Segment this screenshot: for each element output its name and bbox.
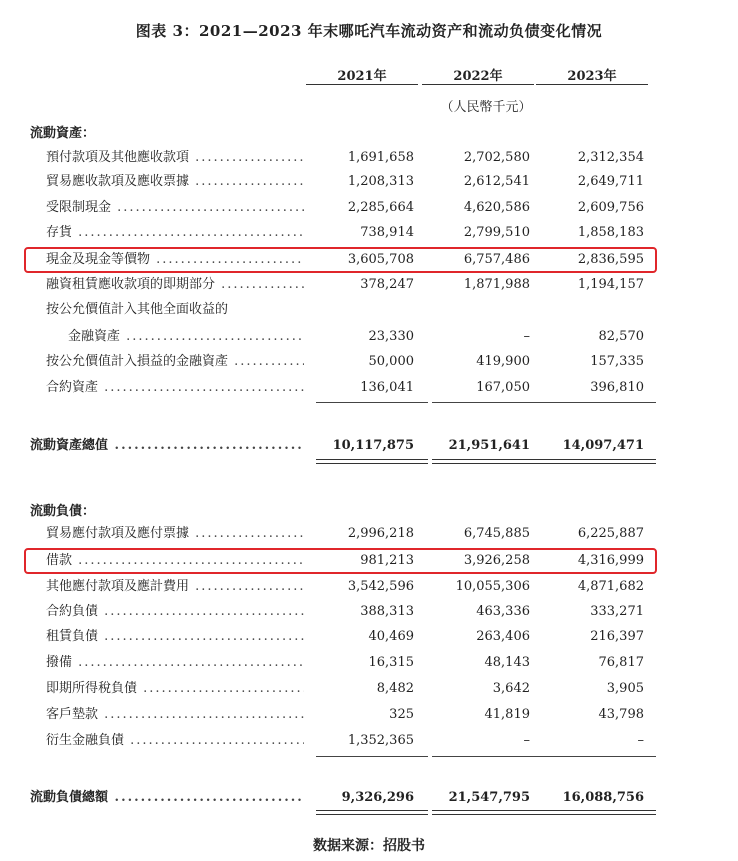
row-label: 存貨 ..... bbox=[46, 221, 304, 245]
value-2021: 3,542,596 bbox=[347, 579, 414, 594]
value-2021: 2,285,664 bbox=[347, 200, 414, 215]
value-2021: 9,326,296 bbox=[341, 790, 414, 805]
row-label: 金融資產 ..... bbox=[68, 325, 304, 349]
value-2022: 2,612,541 bbox=[463, 174, 530, 189]
row-label: 受限制現金 ..... bbox=[46, 196, 304, 220]
total-double-rule bbox=[316, 810, 428, 815]
value-2021: 10,117,875 bbox=[332, 438, 414, 453]
table-row bbox=[0, 651, 738, 675]
value-2023: 76,817 bbox=[598, 655, 644, 670]
table-row bbox=[0, 600, 738, 624]
row-label: 客戶墊款 ..... bbox=[46, 703, 304, 727]
value-2023: – bbox=[637, 733, 644, 748]
value-2022: 21,547,795 bbox=[448, 790, 530, 805]
row-label: 按公允價值計入損益的金融資產 ..... bbox=[46, 350, 304, 374]
value-2021: 136,041 bbox=[360, 380, 414, 395]
value-2023: 6,225,887 bbox=[577, 526, 644, 541]
value-2022: 41,819 bbox=[484, 707, 530, 722]
value-2023: 2,609,756 bbox=[577, 200, 644, 215]
row-label: 撥備 ..... bbox=[46, 651, 304, 675]
value-2022: – bbox=[523, 329, 530, 344]
value-2023: 2,836,595 bbox=[577, 252, 644, 267]
column-header-2021: 2021年 bbox=[337, 69, 387, 84]
total-row-liabilities bbox=[0, 786, 738, 810]
row-label: 流動資產總值 ..... bbox=[30, 434, 304, 458]
table-row bbox=[0, 170, 738, 194]
report-title: 图表 3：2021—2023 年末哪吒汽车流动资产和流动负债变化情况 bbox=[135, 22, 603, 40]
table-row bbox=[0, 625, 738, 649]
value-2022: 48,143 bbox=[484, 655, 530, 670]
table-row bbox=[0, 325, 738, 349]
value-2022: 263,406 bbox=[476, 629, 530, 644]
total-double-rule bbox=[544, 810, 656, 815]
value-2023: 82,570 bbox=[598, 329, 644, 344]
row-label: 現金及現金等價物 ..... bbox=[46, 248, 304, 272]
value-2022: 4,620,586 bbox=[463, 200, 530, 215]
value-2021: 40,469 bbox=[368, 629, 414, 644]
value-2023: 216,397 bbox=[590, 629, 644, 644]
total-double-rule bbox=[432, 810, 544, 815]
value-2023: 14,097,471 bbox=[562, 438, 644, 453]
value-2021: 1,691,658 bbox=[347, 150, 414, 165]
table-row bbox=[0, 376, 738, 400]
table-row bbox=[0, 196, 738, 220]
value-2022: 419,900 bbox=[476, 354, 530, 369]
value-2021: 738,914 bbox=[360, 225, 414, 240]
header-rule bbox=[536, 84, 648, 85]
value-2022: 463,336 bbox=[476, 604, 530, 619]
value-2021: 1,208,313 bbox=[347, 174, 414, 189]
section-heading-assets: 流動資產： bbox=[30, 126, 96, 141]
subtotal-rule bbox=[544, 402, 656, 403]
column-header-2023: 2023年 bbox=[567, 69, 617, 84]
value-2021: 16,315 bbox=[368, 655, 414, 670]
table-row bbox=[0, 350, 738, 374]
total-double-rule bbox=[316, 459, 428, 464]
header-rule bbox=[422, 84, 534, 85]
value-2021: 50,000 bbox=[368, 354, 414, 369]
value-2023: 333,271 bbox=[590, 604, 644, 619]
value-2023: 2,312,354 bbox=[577, 150, 644, 165]
row-label: 融資租賃應收款項的即期部分 ..... bbox=[46, 273, 304, 297]
row-label: 按公允價值計入其他全面收益的 bbox=[46, 302, 229, 317]
value-2023: 3,905 bbox=[606, 681, 644, 696]
row-label: 貿易應付款項及應付票據 ..... bbox=[46, 522, 304, 546]
table-row bbox=[0, 575, 738, 599]
subtotal-rule bbox=[432, 402, 544, 403]
value-2023: 43,798 bbox=[598, 707, 644, 722]
header-rule bbox=[306, 84, 418, 85]
value-2022: 1,871,988 bbox=[463, 277, 530, 292]
value-2021: 378,247 bbox=[360, 277, 414, 292]
value-2023: 1,858,183 bbox=[577, 225, 644, 240]
value-2021: 23,330 bbox=[368, 329, 414, 344]
value-2023: 157,335 bbox=[590, 354, 644, 369]
table-row bbox=[0, 729, 738, 753]
value-2021: 981,213 bbox=[360, 553, 414, 568]
value-2022: – bbox=[523, 733, 530, 748]
value-2023: 2,649,711 bbox=[577, 174, 644, 189]
unit-label: （人民幣千元） bbox=[440, 100, 532, 115]
row-label: 合約資產 ..... bbox=[46, 376, 304, 400]
table-row bbox=[0, 221, 738, 245]
subtotal-rule bbox=[316, 402, 428, 403]
row-label: 其他應付款項及應計費用 ..... bbox=[46, 575, 304, 599]
highlight-box bbox=[24, 548, 657, 574]
value-2022: 10,055,306 bbox=[455, 579, 530, 594]
section-heading-liabilities: 流動負債： bbox=[30, 504, 96, 519]
column-header-2022: 2022年 bbox=[453, 69, 503, 84]
table-row bbox=[0, 522, 738, 546]
value-2023: 396,810 bbox=[590, 380, 644, 395]
value-2023: 1,194,157 bbox=[577, 277, 644, 292]
total-double-rule bbox=[432, 459, 544, 464]
row-label: 貿易應收款項及應收票據 ..... bbox=[46, 170, 304, 194]
table-row bbox=[0, 677, 738, 701]
row-label: 即期所得稅負債 ..... bbox=[46, 677, 304, 701]
total-row-assets bbox=[0, 434, 738, 458]
value-2022: 2,702,580 bbox=[463, 150, 530, 165]
value-2022: 21,951,641 bbox=[448, 438, 530, 453]
row-label: 流動負債總額 ..... bbox=[30, 786, 304, 810]
value-2023: 4,871,682 bbox=[577, 579, 644, 594]
value-2021: 388,313 bbox=[360, 604, 414, 619]
subtotal-rule bbox=[544, 756, 656, 757]
value-2021: 8,482 bbox=[376, 681, 414, 696]
row-label: 合約負債 ..... bbox=[46, 600, 304, 624]
row-label: 預付款項及其他應收款項 ..... bbox=[46, 146, 304, 170]
value-2021: 1,352,365 bbox=[347, 733, 414, 748]
table-row bbox=[0, 146, 738, 170]
value-2022: 6,757,486 bbox=[463, 252, 530, 267]
value-2022: 3,926,258 bbox=[463, 553, 530, 568]
row-label: 衍生金融負債 ..... bbox=[46, 729, 304, 753]
subtotal-rule bbox=[316, 756, 428, 757]
value-2021: 2,996,218 bbox=[347, 526, 414, 541]
value-2022: 3,642 bbox=[492, 681, 530, 696]
value-2021: 325 bbox=[389, 707, 414, 722]
total-double-rule bbox=[544, 459, 656, 464]
value-2021: 3,605,708 bbox=[347, 252, 414, 267]
table-row bbox=[0, 703, 738, 727]
value-2023: 4,316,999 bbox=[577, 553, 644, 568]
table-row bbox=[0, 273, 738, 297]
source-note: 数据来源：招股书 bbox=[313, 838, 425, 854]
value-2022: 167,050 bbox=[476, 380, 530, 395]
table-row bbox=[0, 298, 738, 322]
row-label: 租賃負債 ..... bbox=[46, 625, 304, 649]
highlight-box bbox=[24, 247, 657, 273]
value-2022: 2,799,510 bbox=[463, 225, 530, 240]
value-2023: 16,088,756 bbox=[562, 790, 644, 805]
value-2022: 6,745,885 bbox=[463, 526, 530, 541]
subtotal-rule bbox=[432, 756, 544, 757]
row-label: 借款 ..... bbox=[46, 549, 304, 573]
